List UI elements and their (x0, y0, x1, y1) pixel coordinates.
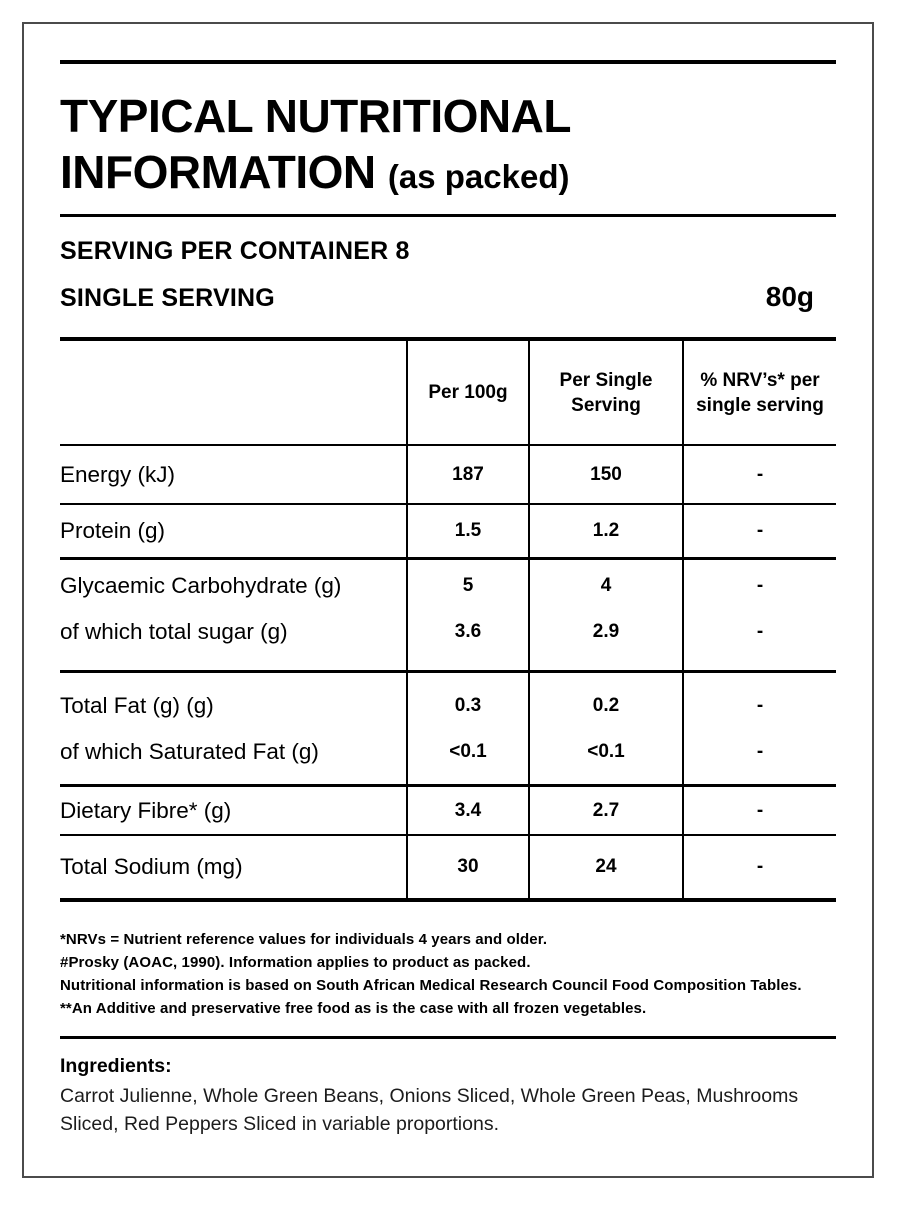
title-divider (60, 214, 836, 217)
ingredients-text: Carrot Julienne, Whole Green Beans, Onions Sliced, Whole Green Peas, Mushrooms Sliced, Red Peppers Sliced in variable proportions. (60, 1085, 799, 1135)
footnote-additive: **An Additive and preservative free food as is the case with all frozen vegetables. (60, 1000, 647, 1017)
value-nrv: - (756, 694, 764, 716)
value-per-serving: 1.2 (592, 520, 620, 541)
value-per-serving: 2.9 (592, 621, 620, 642)
value-per-100g: 1.5 (454, 520, 482, 541)
table-row-carbohydrate (60, 560, 836, 673)
value-per-serving: 2.7 (592, 799, 620, 821)
footnote-source: Nutritional information is based on South African Medical Research Council Food Composition Tables. (60, 977, 802, 994)
row-label: Energy (kJ) (60, 461, 176, 487)
single-serving-label: SINGLE SERVING (60, 284, 275, 312)
ingredients-divider (60, 1036, 836, 1039)
header-per-100g (406, 341, 528, 444)
table-row-protein (60, 505, 836, 560)
header-per-serving (528, 341, 682, 444)
table-row-sodium (60, 836, 836, 898)
value-per-100g: 3.4 (454, 799, 482, 821)
row-label: Total Fat (g) (g) (60, 692, 214, 718)
header-nrv-text: % NRV’s* per single serving (696, 369, 824, 416)
value-per-serving: 4 (600, 575, 612, 596)
header-per-100g-text: Per 100g (428, 382, 508, 403)
value-nrv: - (756, 740, 764, 762)
value-per-100g: 0.3 (454, 694, 482, 716)
row-label: Glycaemic Carbohydrate (g) (60, 573, 342, 598)
table-row-fat (60, 673, 836, 787)
footnote-nrv: *NRVs = Nutrient reference values for individuals 4 years and older. (60, 931, 548, 948)
header-blank-cell (60, 341, 406, 444)
value-nrv: - (756, 799, 764, 821)
footnote-prosky: #Prosky (AOAC, 1990). Information applies to product as packed. (60, 954, 531, 971)
value-per-100g: <0.1 (449, 740, 487, 762)
ingredients-heading: Ingredients: (60, 1055, 172, 1077)
value-per-100g: 3.6 (454, 621, 482, 642)
page-title (60, 88, 836, 205)
nutrition-table (60, 337, 836, 902)
row-label: Dietary Fibre* (g) (60, 797, 232, 823)
value-per-100g: 187 (452, 463, 484, 485)
value-per-serving: 0.2 (592, 694, 620, 716)
title-line-1: TYPICAL NUTRITIONAL (60, 90, 571, 142)
row-sublabel: of which Saturated Fat (g) (60, 738, 319, 764)
value-per-serving: 150 (590, 463, 622, 485)
footnotes (60, 928, 836, 1020)
servings-per-container: SERVING PER CONTAINER 8 (60, 237, 410, 265)
value-nrv: - (756, 520, 764, 541)
single-serving-value: 80g (765, 281, 814, 312)
value-nrv: - (756, 575, 764, 596)
value-per-100g: 5 (462, 575, 474, 596)
title-line-2: INFORMATION (60, 146, 376, 198)
top-divider (60, 60, 836, 64)
value-nrv: - (756, 856, 764, 877)
table-row-fibre (60, 787, 836, 836)
row-label: Total Sodium (mg) (60, 854, 243, 879)
value-per-serving: <0.1 (587, 740, 625, 762)
table-row-energy (60, 446, 836, 505)
row-label: Protein (g) (60, 518, 166, 543)
single-serving-row (60, 281, 836, 313)
value-nrv: - (756, 621, 764, 642)
row-sublabel: of which total sugar (g) (60, 619, 288, 644)
value-per-serving: 24 (595, 856, 617, 877)
title-note: (as packed) (387, 158, 570, 195)
label-frame (22, 22, 874, 1178)
header-nrv (682, 341, 836, 444)
table-header-row (60, 341, 836, 446)
value-per-100g: 30 (457, 856, 479, 877)
header-per-serving-text: Per Single Serving (559, 369, 653, 416)
value-nrv: - (756, 463, 764, 485)
